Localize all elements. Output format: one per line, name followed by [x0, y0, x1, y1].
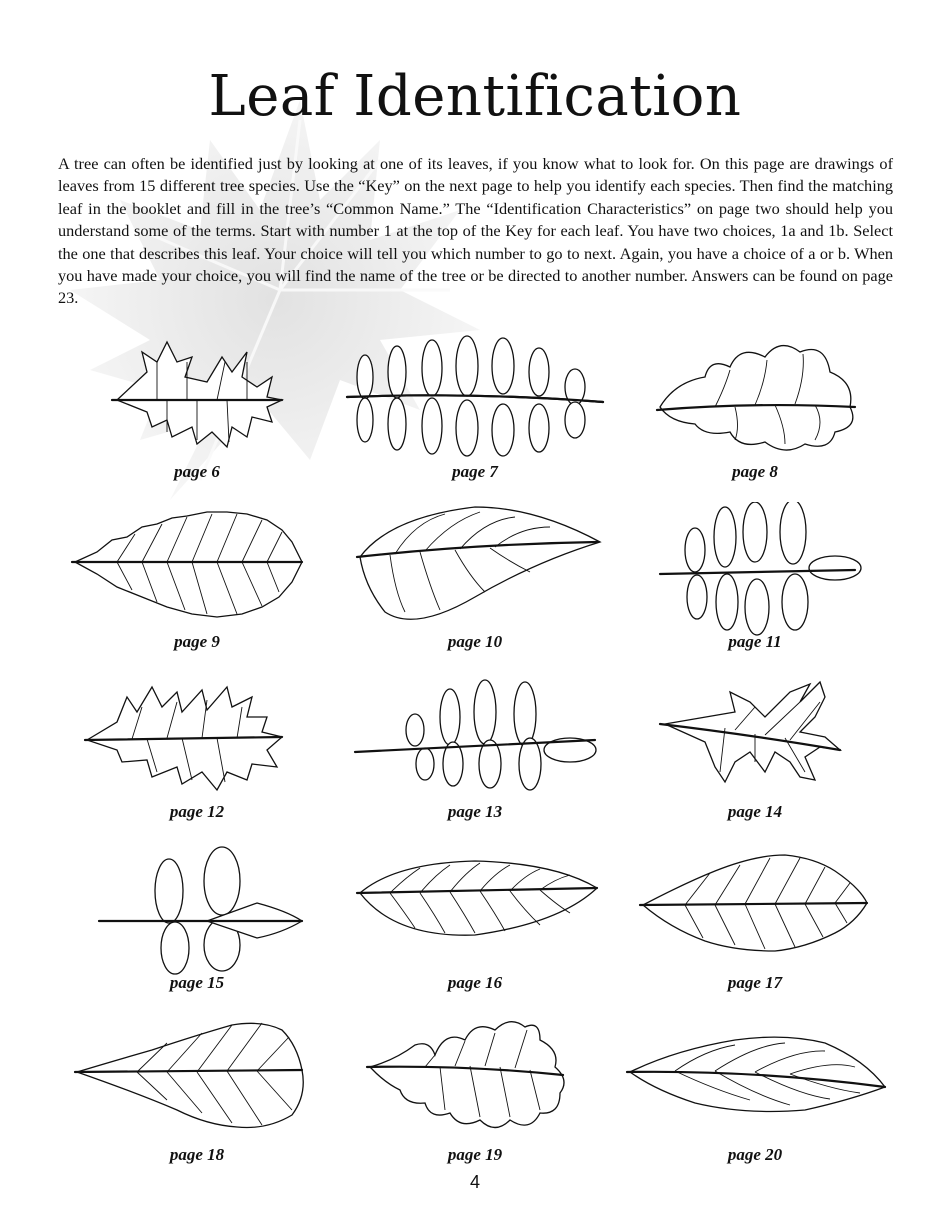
- leaf-caption: page 20: [727, 1145, 783, 1164]
- simple-leaf-icon: [615, 1015, 895, 1150]
- leaf-item: [57, 1015, 337, 1180]
- pin-oak-leaf-icon: [615, 672, 895, 807]
- leaf-caption: page 6: [174, 462, 220, 481]
- leaf-caption: page 13: [447, 802, 503, 821]
- leaf-caption: page 18: [169, 1145, 225, 1164]
- leaf-item: [335, 672, 615, 837]
- page-number: 4: [469, 1172, 480, 1192]
- leaf-caption: page 16: [447, 973, 503, 992]
- compound-leaf-icon: [335, 332, 615, 467]
- leaf-caption: page 17: [727, 973, 783, 992]
- rounded-oak-leaf-icon: [335, 1015, 615, 1150]
- leaf-caption: page 9: [174, 632, 220, 651]
- leaf-caption: page 14: [727, 802, 783, 821]
- leaf-item: [615, 672, 895, 837]
- leaf-caption: page 15: [169, 973, 225, 992]
- leaf-caption: page 19: [447, 1145, 503, 1164]
- leaf-item: [615, 502, 895, 667]
- lobed-oak-leaf-icon: [57, 332, 337, 467]
- compound-leaf-icon: [615, 502, 895, 637]
- leaf-item: [57, 332, 337, 497]
- leaf-item: [615, 843, 895, 1008]
- leaf-caption: page 11: [728, 632, 782, 651]
- leaf-item: [57, 843, 337, 1008]
- leaf-item: [335, 502, 615, 667]
- intro-paragraph: A tree can often be identified just by looking at one of its leaves, if you know what to look for. On this page are drawings of leaves from 15 different tree species. Use the “Key” on the next page to help you identify each species. Then find the matching leaf in the booklet and fill in the tree’s “Common Name.” The “Identification Characteristics” on page two should help you understand some of the terms. Start with number 1 at the top of the Key for each leaf. You have two choices, 1a and 1b. Select the one that describes this leaf. Your choice will tell you which number to go to next. Again, you have a choice of a or b. When you have made your choice, you will find the name of the tree or be directed to another number. Answers can be found on page 23.: [58, 154, 893, 308]
- leaf-item: [335, 332, 615, 497]
- leaf-caption: page 12: [169, 802, 225, 821]
- simple-leaf-icon: [335, 843, 615, 978]
- leaf-item: [57, 672, 337, 837]
- lobed-oak-leaf-icon: [57, 672, 337, 807]
- rounded-oak-leaf-icon: [615, 332, 895, 467]
- page-title: Leaf Identification: [208, 64, 742, 129]
- compound-leaf-icon: [57, 843, 337, 978]
- leaf-item: [335, 843, 615, 1008]
- leaf-item: [335, 1015, 615, 1180]
- leaf-caption: page 7: [452, 462, 498, 481]
- toothed-leaf-icon: [57, 502, 337, 637]
- leaf-item: [615, 1015, 895, 1180]
- leaf-item: [615, 332, 895, 497]
- leaf-item: [57, 502, 337, 667]
- toothed-leaf-icon: [615, 843, 895, 978]
- leaf-caption: page 8: [732, 462, 778, 481]
- leaf-caption: page 10: [447, 632, 503, 651]
- compound-leaf-icon: [335, 672, 615, 807]
- simple-leaf-icon: [335, 502, 615, 637]
- beech-leaf-icon: [57, 1015, 337, 1150]
